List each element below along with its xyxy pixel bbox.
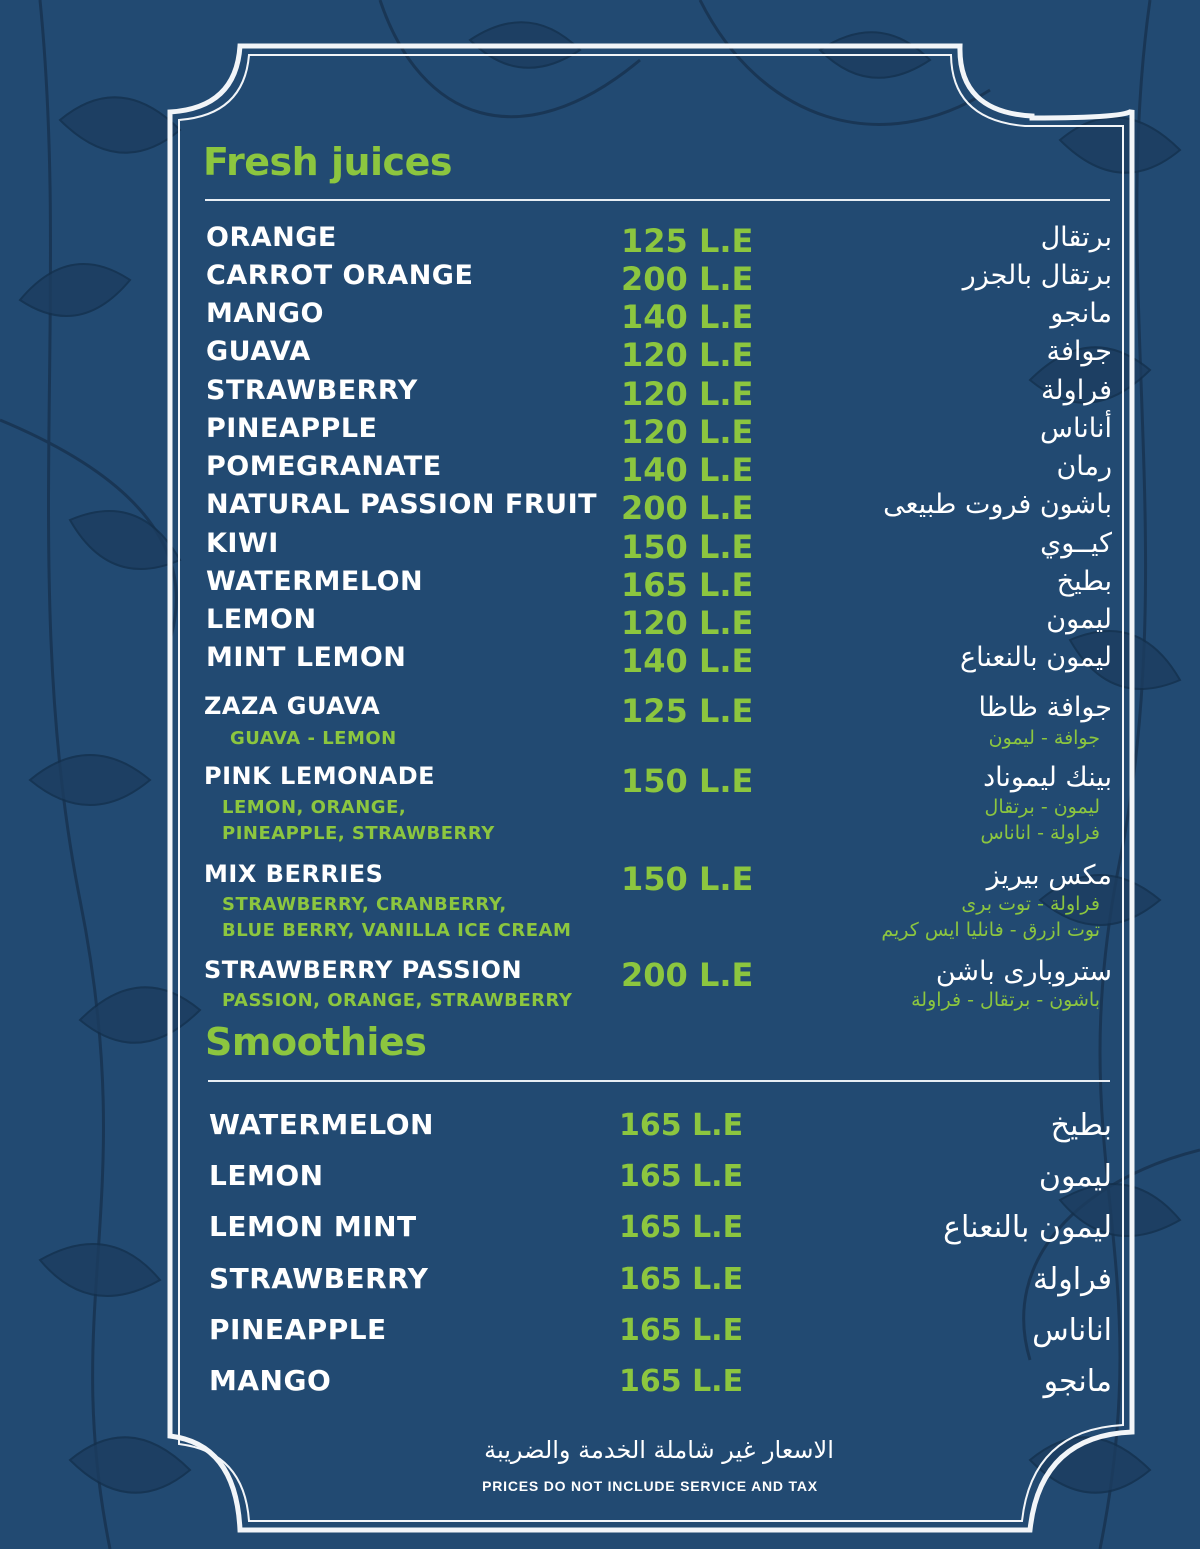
item-name-en: NATURAL PASSION FRUIT: [206, 489, 598, 520]
item-name-en: STRAWBERRY: [209, 1262, 429, 1295]
item-name-ar: بينك ليموناد: [983, 762, 1112, 793]
item-name-ar: كيــوي: [1040, 528, 1112, 559]
item-price: 200 L.E: [621, 956, 754, 994]
item-name-en: LEMON: [206, 604, 317, 635]
item-price: 140 L.E: [621, 451, 754, 489]
item-price: 120 L.E: [621, 336, 754, 374]
item-name-ar: بطيخ: [1050, 1108, 1112, 1143]
ingredients-ar: توت ازرق - فانليا ايس كريم: [881, 919, 1100, 941]
item-price: 165 L.E: [619, 1210, 744, 1245]
item-name-ar: مكس بيريز: [986, 860, 1112, 891]
ingredients-en: STRAWBERRY, CRANBERRY,: [222, 894, 507, 915]
item-name-ar: فراولة: [1033, 1262, 1112, 1297]
item-name-en: PINK LEMONADE: [204, 762, 436, 790]
item-name-ar: ستروبارى باشن: [935, 956, 1112, 987]
item-name-en: STRAWBERRY PASSION: [204, 956, 523, 984]
ingredients-ar: باشون - برتقال - فراولة: [911, 989, 1100, 1011]
item-name-ar: فراولة: [1040, 375, 1112, 406]
item-price: 165 L.E: [619, 1364, 744, 1399]
smoothies-title: Smoothies: [205, 1020, 427, 1064]
item-price: 165 L.E: [619, 1108, 744, 1143]
item-name-ar: رمان: [1056, 451, 1112, 482]
item-name-en: POMEGRANATE: [206, 451, 442, 482]
footer-note-en: PRICES DO NOT INCLUDE SERVICE AND TAX: [482, 1478, 818, 1494]
item-price: 150 L.E: [621, 860, 754, 898]
item-name-ar: ليمون بالنعناع: [943, 1210, 1112, 1245]
item-name-en: MANGO: [209, 1364, 332, 1397]
item-price: 125 L.E: [621, 692, 754, 730]
item-name-en: LEMON: [209, 1159, 324, 1192]
item-name-ar: جوافة: [1046, 336, 1112, 367]
item-price: 200 L.E: [621, 489, 754, 527]
item-price: 165 L.E: [619, 1159, 744, 1194]
item-name-en: WATERMELON: [206, 566, 424, 597]
item-price: 140 L.E: [621, 642, 754, 680]
item-name-en: LEMON MINT: [209, 1210, 417, 1243]
item-price: 120 L.E: [621, 375, 754, 413]
item-name-ar: ليمون: [1038, 1159, 1112, 1194]
ingredients-en: GUAVA - LEMON: [230, 728, 397, 749]
item-name-en: GUAVA: [206, 336, 311, 367]
item-name-en: ZAZA GUAVA: [204, 692, 381, 720]
ingredients-ar: فراولة - اناناس: [980, 822, 1100, 844]
ingredients-en: LEMON, ORANGE,: [222, 797, 407, 818]
item-name-en: WATERMELON: [209, 1108, 434, 1141]
item-name-ar: ليمون: [1046, 604, 1112, 635]
ingredients-en: BLUE BERRY, VANILLA ICE CREAM: [222, 920, 572, 941]
ingredients-en: PINEAPPLE, STRAWBERRY: [222, 823, 495, 844]
item-price: 200 L.E: [621, 260, 754, 298]
item-price: 150 L.E: [621, 528, 754, 566]
item-name-en: ORANGE: [206, 222, 337, 253]
fresh-juices-title: Fresh juices: [203, 140, 452, 184]
ingredients-ar: فراولة - توت برى: [961, 893, 1100, 915]
item-price: 165 L.E: [619, 1313, 744, 1348]
item-name-ar: مانجو: [1050, 298, 1112, 329]
item-price: 120 L.E: [621, 604, 754, 642]
ingredients-en: PASSION, ORANGE, STRAWBERRY: [222, 990, 573, 1011]
ingredients-ar: ليمون - برتقال: [984, 796, 1100, 818]
item-name-ar: ليمون بالنعناع: [960, 642, 1112, 673]
item-name-ar: مانجو: [1043, 1364, 1112, 1399]
item-name-ar: اناناس: [1032, 1313, 1112, 1348]
item-price: 140 L.E: [621, 298, 754, 336]
item-name-en: MINT LEMON: [206, 642, 407, 673]
item-name-en: MANGO: [206, 298, 324, 329]
item-name-en: PINEAPPLE: [206, 413, 378, 444]
smoothies-divider: [208, 1080, 1110, 1082]
item-name-en: KIWI: [206, 528, 279, 559]
item-name-ar: باشون فروت طبيعى: [883, 489, 1112, 520]
item-name-ar: جوافة ظاظا: [978, 692, 1112, 723]
item-price: 165 L.E: [621, 566, 754, 604]
footer-note-ar: الاسعار غير شاملة الخدمة والضريبة: [484, 1436, 834, 1464]
item-name-en: PINEAPPLE: [209, 1313, 387, 1346]
item-price: 125 L.E: [621, 222, 754, 260]
item-name-en: STRAWBERRY: [206, 375, 418, 406]
item-price: 150 L.E: [621, 762, 754, 800]
item-name-en: CARROT ORANGE: [206, 260, 474, 291]
item-name-ar: برتقال: [1040, 222, 1112, 253]
item-name-ar: برتقال بالجزر: [962, 260, 1112, 291]
fresh-juices-divider: [205, 199, 1110, 201]
item-price: 120 L.E: [621, 413, 754, 451]
ingredients-ar: جوافة - ليمون: [988, 727, 1100, 749]
item-name-en: MIX BERRIES: [204, 860, 384, 888]
item-name-ar: بطيخ: [1056, 566, 1112, 597]
item-price: 165 L.E: [619, 1262, 744, 1297]
item-name-ar: أناناس: [1040, 413, 1112, 444]
